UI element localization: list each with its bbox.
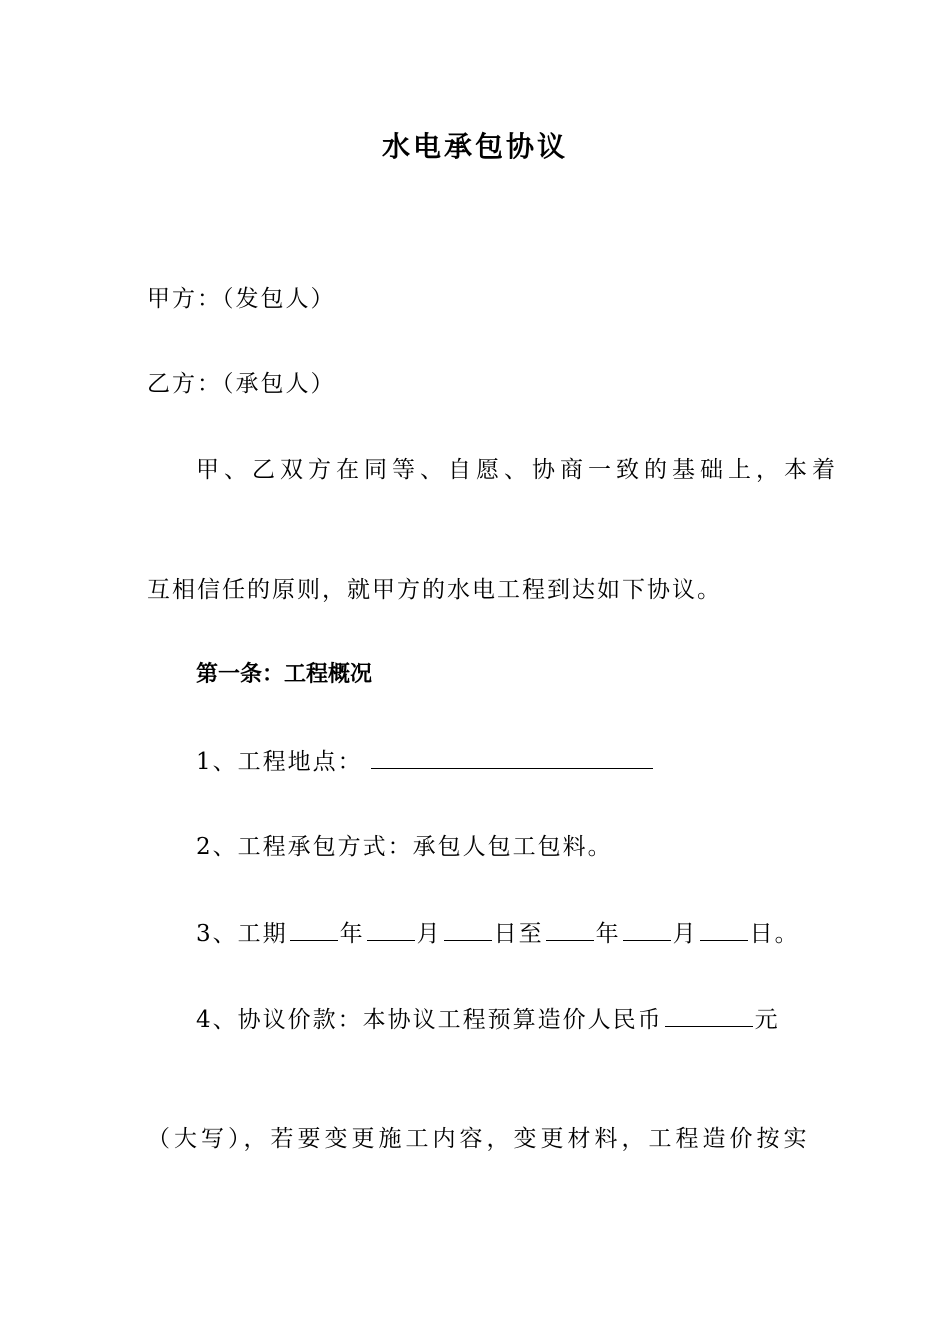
item-4-unit: 元 xyxy=(754,1007,780,1033)
item-3-day-end: 日。 xyxy=(749,921,800,947)
start-year-blank[interactable] xyxy=(290,918,338,941)
item-4-price xyxy=(196,1004,780,1035)
item-3-day-to: 日至 xyxy=(493,921,544,947)
item-3-year-2: 年 xyxy=(595,921,621,947)
item-3-period xyxy=(196,918,800,949)
item-1-label: 1、工程地点： xyxy=(196,749,363,775)
item-4-continued-line: （大写），若要变更施工内容，变更材料，工程造价按实 xyxy=(147,1126,811,1152)
document-title: 水电承包协议 xyxy=(381,130,568,163)
start-day-blank[interactable] xyxy=(444,918,492,941)
item-4-text: 4、协议价款：本协议工程预算造价人民币 xyxy=(196,1007,663,1033)
item-3-year-1: 年 xyxy=(339,921,365,947)
location-blank-field[interactable] xyxy=(371,746,653,769)
article-1-heading: 第一条：工程概况 xyxy=(196,662,373,687)
intro-paragraph-line-1: 甲、乙双方在同等、自愿、协商一致的基础上，本着 xyxy=(196,457,840,483)
end-month-blank[interactable] xyxy=(623,918,671,941)
party-a-line: 甲方：（发包人） xyxy=(147,286,336,312)
end-year-blank[interactable] xyxy=(546,918,594,941)
end-day-blank[interactable] xyxy=(700,918,748,941)
item-1-location xyxy=(196,746,655,777)
item-3-month-1: 月 xyxy=(416,921,442,947)
start-month-blank[interactable] xyxy=(367,918,415,941)
party-b-line: 乙方：（承包人） xyxy=(147,371,336,397)
price-blank-field[interactable] xyxy=(665,1004,753,1027)
item-3-prefix: 3、工期 xyxy=(196,921,288,947)
item-3-month-2: 月 xyxy=(672,921,698,947)
item-2-contract-method: 2、工程承包方式：承包人包工包料。 xyxy=(196,834,613,860)
intro-paragraph-line-2: 互相信任的原则，就甲方的水电工程到达如下协议。 xyxy=(147,577,722,603)
